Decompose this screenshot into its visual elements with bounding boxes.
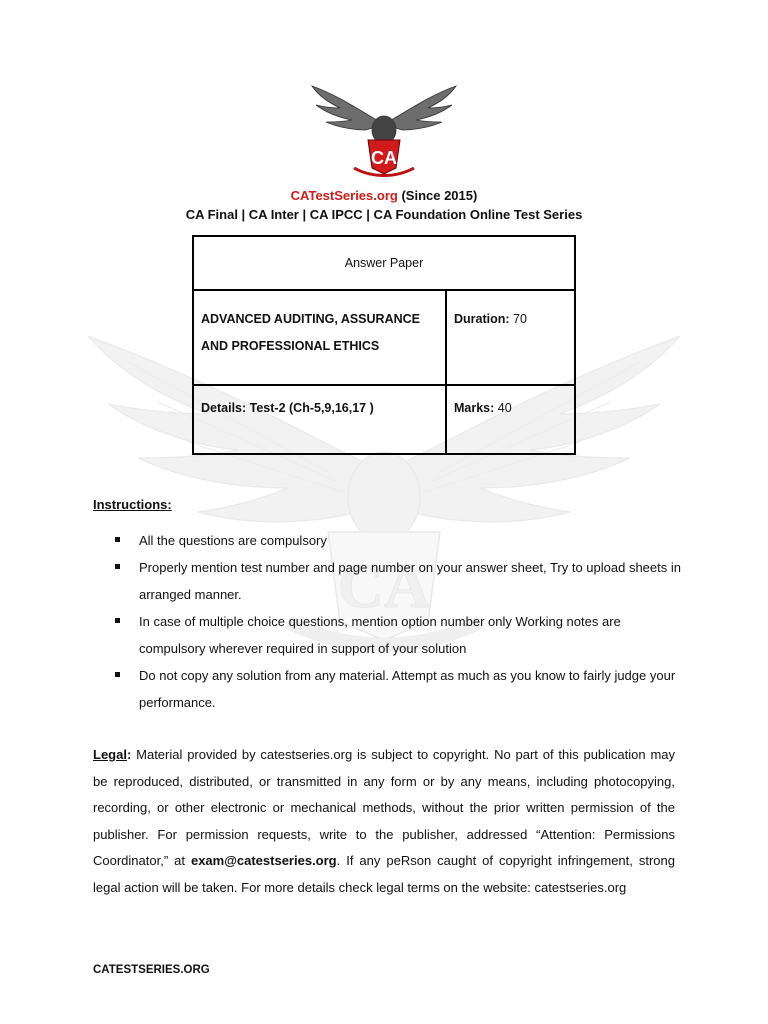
brand-line: [0, 188, 768, 203]
footer-site: CATESTSERIES.ORG: [93, 964, 210, 976]
legal-colon: :: [126, 747, 132, 762]
svg-text:CA: CA: [337, 550, 431, 621]
brand-name: CATestSeries.org: [290, 188, 398, 203]
details-cell: [193, 385, 446, 454]
marks-cell: [446, 385, 575, 454]
duration-cell: [446, 290, 575, 385]
duration-label: Duration:: [454, 312, 510, 326]
legal-text-after: . If any peRson caught of copyright infringement, strong legal action will be taken. For more details check legal terms on the website: catestseries.org: [93, 853, 676, 895]
list-item: [93, 527, 683, 554]
ca-eagle-logo-icon: [310, 84, 458, 184]
instructions-list: [93, 527, 683, 716]
list-item: [93, 662, 683, 716]
bullet-icon: [115, 564, 120, 569]
bullet-icon: [115, 672, 120, 677]
duration-value: 70: [513, 312, 527, 326]
table-heading: Answer Paper: [193, 236, 575, 290]
marks-value: 40: [497, 401, 512, 415]
bullet-icon: [115, 618, 120, 623]
list-item: [93, 554, 683, 608]
since-text: (Since 2015): [401, 188, 478, 203]
bullet-icon: [115, 537, 120, 542]
list-item: [93, 608, 683, 662]
svg-text:CA: CA: [371, 148, 397, 168]
answer-paper-table: [192, 235, 576, 455]
instructions-title: Instructions:: [93, 497, 172, 512]
instruction-text: Properly mention test number and page number on your answer sheet, Try to upload sheets in arranged manner.: [139, 560, 681, 602]
legal-email-link[interactable]: exam@catestseries.org: [190, 853, 337, 868]
legal-label: Legal: [93, 747, 127, 762]
brand-subtitle: CA Final | CA Inter | CA IPCC | CA Foundation Online Test Series: [185, 207, 583, 222]
legal-paragraph: [93, 742, 675, 901]
instruction-text: Do not copy any solution from any material. Attempt as much as you know to fairly judge your performance.: [139, 668, 676, 710]
marks-label: Marks:: [454, 401, 495, 415]
instruction-text: In case of multiple choice questions, mention option number only Working notes are compulsory wherever required in support of your solution: [139, 614, 621, 656]
instruction-text: All the questions are compulsory: [139, 533, 327, 548]
details-label: Details:: [201, 401, 247, 415]
legal-text-before: Material provided by catestseries.org is subject to copyright. No part of this publication may be reproduced, distributed, or transmitted in any form or by any means, including photocopying, recording, or other electronic or mechanical methods, without the prior written permission of the publisher. For permission requests, write to the publisher, addressed “Attention: Permissions Coordinator,” at: [93, 747, 675, 868]
details-value: Test-2 (Ch-5,9,16,17 ): [249, 401, 374, 415]
subject-cell: ADVANCED AUDITING, ASSURANCE AND PROFESSIONAL ETHICS: [193, 290, 446, 385]
